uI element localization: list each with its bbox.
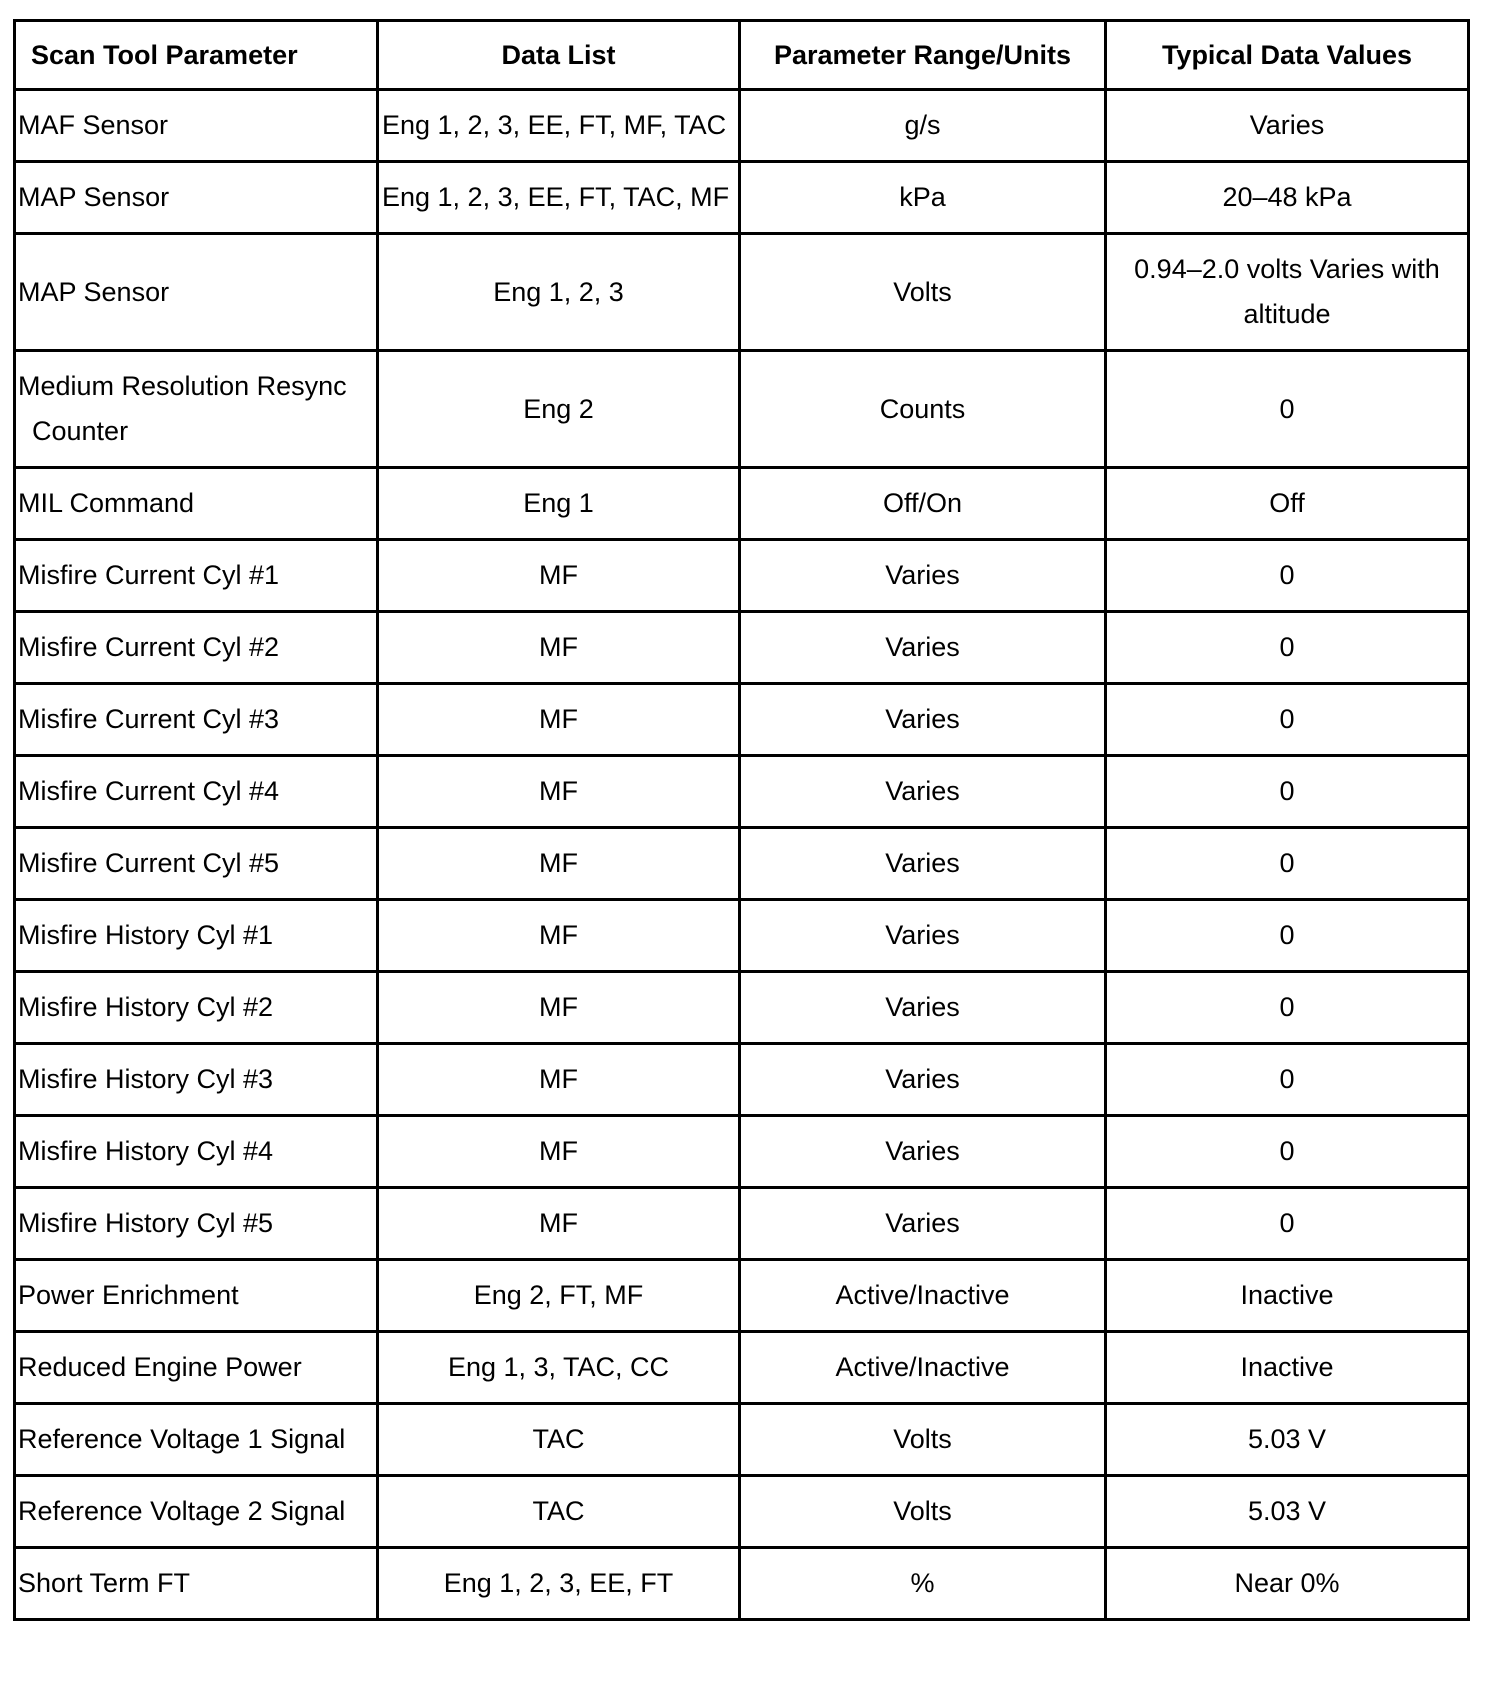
cell-range-units: Varies — [740, 540, 1106, 612]
cell-parameter: Short Term FT — [15, 1548, 378, 1620]
cell-typical-value: Off — [1106, 468, 1469, 540]
cell-parameter: Misfire Current Cyl #2 — [15, 612, 378, 684]
cell-data-list: MF — [378, 684, 740, 756]
cell-data-list: MF — [378, 612, 740, 684]
cell-parameter: Misfire Current Cyl #1 — [15, 540, 378, 612]
cell-data-list: Eng 1, 2, 3, EE, FT, TAC, MF — [378, 162, 740, 234]
cell-range-units: Volts — [740, 1404, 1106, 1476]
table-row — [15, 1476, 1469, 1548]
cell-range-units: Volts — [740, 1476, 1106, 1548]
cell-range-units: Varies — [740, 1116, 1106, 1188]
cell-parameter: Misfire History Cyl #2 — [15, 972, 378, 1044]
cell-data-list: MF — [378, 828, 740, 900]
cell-parameter: Power Enrichment — [15, 1260, 378, 1332]
table-row — [15, 1548, 1469, 1620]
cell-typical-value: Varies — [1106, 90, 1469, 162]
table-row — [15, 1404, 1469, 1476]
cell-data-list: MF — [378, 540, 740, 612]
cell-data-list: MF — [378, 1044, 740, 1116]
cell-parameter: Misfire Current Cyl #3 — [15, 684, 378, 756]
cell-parameter: Misfire History Cyl #3 — [15, 1044, 378, 1116]
cell-parameter: Misfire Current Cyl #4 — [15, 756, 378, 828]
table-row — [15, 540, 1469, 612]
cell-data-list: Eng 1, 2, 3, EE, FT — [378, 1548, 740, 1620]
cell-parameter: Reduced Engine Power — [15, 1332, 378, 1404]
cell-typical-value: Inactive — [1106, 1332, 1469, 1404]
cell-typical-value: 0.94–2.0 volts Varies with altitude — [1106, 234, 1469, 351]
table-row — [15, 828, 1469, 900]
cell-range-units: kPa — [740, 162, 1106, 234]
cell-data-list: Eng 1, 3, TAC, CC — [378, 1332, 740, 1404]
cell-data-list: MF — [378, 1188, 740, 1260]
table-row — [15, 351, 1469, 468]
table-row — [15, 234, 1469, 351]
cell-parameter: Misfire History Cyl #1 — [15, 900, 378, 972]
cell-typical-value: Inactive — [1106, 1260, 1469, 1332]
cell-data-list: TAC — [378, 1476, 740, 1548]
header-row — [15, 21, 1469, 90]
table-row — [15, 612, 1469, 684]
cell-range-units: Varies — [740, 972, 1106, 1044]
cell-parameter — [15, 351, 378, 468]
cell-range-units: Varies — [740, 828, 1106, 900]
cell-range-units: g/s — [740, 90, 1106, 162]
cell-range-units: Off/On — [740, 468, 1106, 540]
cell-typical-value: 0 — [1106, 900, 1469, 972]
table-row — [15, 1044, 1469, 1116]
header-parameter-range-units: Parameter Range/Units — [740, 21, 1106, 90]
cell-data-list: Eng 2, FT, MF — [378, 1260, 740, 1332]
cell-range-units: Active/Inactive — [740, 1260, 1106, 1332]
cell-range-units: Varies — [740, 756, 1106, 828]
table-row — [15, 1260, 1469, 1332]
cell-parameter: MAP Sensor — [15, 234, 378, 351]
cell-data-list: Eng 2 — [378, 351, 740, 468]
cell-typical-value: 0 — [1106, 828, 1469, 900]
cell-parameter: Misfire Current Cyl #5 — [15, 828, 378, 900]
cell-data-list: MF — [378, 900, 740, 972]
cell-data-list: Eng 1, 2, 3 — [378, 234, 740, 351]
cell-range-units: Varies — [740, 1044, 1106, 1116]
header-typical-data-values: Typical Data Values — [1106, 21, 1469, 90]
scan-tool-data-table-container — [13, 19, 1467, 1621]
table-row — [15, 756, 1469, 828]
cell-parameter: Reference Voltage 1 Signal — [15, 1404, 378, 1476]
table-row — [15, 162, 1469, 234]
table-row — [15, 1116, 1469, 1188]
scan-tool-data-table — [13, 19, 1470, 1621]
cell-typical-value: 0 — [1106, 756, 1469, 828]
header-scan-tool-parameter: Scan Tool Parameter — [15, 21, 378, 90]
cell-typical-value: 20–48 kPa — [1106, 162, 1469, 234]
cell-range-units: Counts — [740, 351, 1106, 468]
cell-typical-value: 0 — [1106, 612, 1469, 684]
table-row — [15, 900, 1469, 972]
cell-typical-value: 0 — [1106, 540, 1469, 612]
cell-range-units: Varies — [740, 684, 1106, 756]
cell-data-list: Eng 1 — [378, 468, 740, 540]
cell-range-units: % — [740, 1548, 1106, 1620]
cell-parameter-line-2: Counter — [32, 416, 129, 446]
cell-typical-value: 0 — [1106, 1188, 1469, 1260]
cell-parameter: MAP Sensor — [15, 162, 378, 234]
cell-range-units: Varies — [740, 1188, 1106, 1260]
cell-data-list: MF — [378, 756, 740, 828]
cell-typical-value: Near 0% — [1106, 1548, 1469, 1620]
cell-data-list: Eng 1, 2, 3, EE, FT, MF, TAC — [378, 90, 740, 162]
cell-typical-value: 5.03 V — [1106, 1404, 1469, 1476]
cell-typical-value: 0 — [1106, 1116, 1469, 1188]
cell-typical-value: 0 — [1106, 1044, 1469, 1116]
cell-parameter: Reference Voltage 2 Signal — [15, 1476, 378, 1548]
table-row — [15, 468, 1469, 540]
cell-range-units: Volts — [740, 234, 1106, 351]
cell-range-units: Active/Inactive — [740, 1332, 1106, 1404]
cell-parameter-line-1: Medium Resolution Resync — [18, 371, 347, 401]
table-row — [15, 1188, 1469, 1260]
table-row — [15, 972, 1469, 1044]
cell-parameter: Misfire History Cyl #5 — [15, 1188, 378, 1260]
cell-range-units: Varies — [740, 900, 1106, 972]
cell-typical-value: 5.03 V — [1106, 1476, 1469, 1548]
cell-parameter: MAF Sensor — [15, 90, 378, 162]
cell-parameter: MIL Command — [15, 468, 378, 540]
table-row — [15, 684, 1469, 756]
table-row — [15, 90, 1469, 162]
header-data-list: Data List — [378, 21, 740, 90]
cell-data-list: MF — [378, 1116, 740, 1188]
table-row — [15, 1332, 1469, 1404]
cell-typical-value: 0 — [1106, 351, 1469, 468]
cell-data-list: TAC — [378, 1404, 740, 1476]
cell-typical-value: 0 — [1106, 684, 1469, 756]
cell-data-list: MF — [378, 972, 740, 1044]
cell-range-units: Varies — [740, 612, 1106, 684]
cell-typical-value: 0 — [1106, 972, 1469, 1044]
cell-parameter: Misfire History Cyl #4 — [15, 1116, 378, 1188]
